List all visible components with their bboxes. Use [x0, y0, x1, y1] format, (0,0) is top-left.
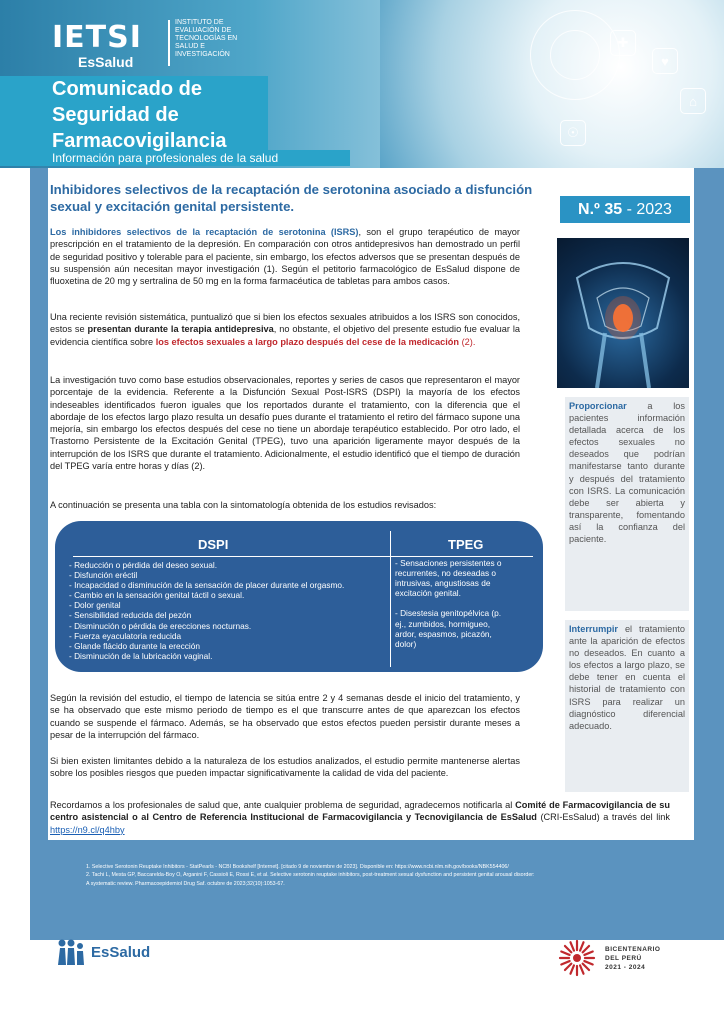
- p7-text-b: (CRI-EsSalud) a través del link: [536, 812, 670, 823]
- paragraph-7: [50, 799, 670, 836]
- footer-logo-text: EsSalud: [91, 943, 151, 961]
- reference-item: 1. Selective Serotonin Reuptake Inhibitors - StatPearls - NCBI Bookshelf [Internet]. [citado 9 de noviembre de 2023]. Disponible en: https://www.ncbi.nlm.nih.gov/books/NBK554406/: [86, 864, 509, 870]
- reference-item: A systematic review. Pharmacoepidemiol Drug Saf. octubre de 2023;32(10):1053-67.: [86, 880, 285, 887]
- bicentenario-line: 2021 - 2024: [605, 963, 646, 971]
- headline: Inhibidores selectivos de la recaptación de serotonina asociado a disfunción sexual y excitación genital persistente.: [50, 182, 533, 214]
- paragraph-3: La investigación tuvo como base estudios observacionales, reportes y series de casos que representaron el mayor porcentaje de la evidencia. Referente a la Disfunción Sexual Post-ISRS (DSPI) la mayoría de los efectos indeseables identificados fueron iguales que los reportados durante el tratamiento, con la diferencia que el abordaje de los efectos largo plazo resulta un desafío pues durante el tratamiento el retiro del fármaco supone una mejoría, sin embargo los efectos después del cese no tiene un abordaje terapéutico establecido. Por otro lado, el Trastorno Persistente de la Excitación Genital (TPEG), tuvo una aparición ligeramente mayor después de la interrupción de los ISRS que durante el tratamiento. Adicionalmente, el estudio identificó que el tiempo de duración del TPEG varía entre horas y días (2).: [50, 375, 520, 472]
- hospital-icon: ⌂: [680, 88, 706, 114]
- dspi-item: - Glande flácido durante la erección: [69, 640, 200, 651]
- tpeg-item: [395, 598, 502, 608]
- report-link[interactable]: https://n9.cl/q4hby: [50, 824, 125, 835]
- table-header-tpeg: TPEG: [448, 537, 484, 552]
- header-banner: [0, 0, 724, 168]
- stethoscope-icon: ☉: [560, 120, 586, 146]
- p2-red: los efectos sexuales a largo plazo después del cese de la medicación: [155, 336, 460, 347]
- header-decoration: [380, 0, 724, 168]
- issue-badge: [560, 196, 690, 223]
- tpeg-item: recurrentes, no deseadas o: [395, 568, 497, 579]
- dspi-item: - Fuerza eyaculatoria reducida: [69, 630, 182, 641]
- pelvis-illustration: [557, 238, 689, 388]
- p2-ref: (2).: [459, 336, 476, 347]
- p7-bold: Comité de Farmacovigilancia de su centro asistencial o al Centro de Referencia Institucional de Farmacovigilancia y Tecnovigilancia de EsSalud: [50, 800, 670, 823]
- bicentenario-line: DEL PERÚ: [605, 954, 642, 962]
- tpeg-item: dolor): [395, 638, 417, 649]
- issue-separator: -: [622, 200, 637, 218]
- references: [86, 863, 686, 888]
- reference-item: 2. Tachi L, Mesta GP, Baccarelda-Boy O, Arganini F, Cassioli E, Rossi E, et al. Selective serotonin reuptake inhibitors, post-treatment sexual dysfunction and persistent genital arousal disorder:: [86, 872, 535, 879]
- paragraph-5: Según la revisión del estudio, el tiempo de latencia se sitúa entre 2 y 4 semanas desde el inicio del tratamiento, y se ha observado que este mismo periodo de tiempo es el que transcurre antes de que aparezcan los efectos cuando se suspende el fármaco. Además, se ha observado que estos efectos pueden persistir durante meses a pesar de la interrupción del fármaco.: [50, 693, 520, 740]
- essalud-footer-logo: [56, 938, 150, 966]
- institute-name: INSTITUTO DE EVALUACIÓN DE TECNOLOGÍAS EN SALUD E INVESTIGACIÓN: [175, 19, 238, 58]
- tpeg-item: intrusivas, angustiosas de: [395, 578, 491, 589]
- tpeg-list: [395, 558, 502, 649]
- p1-text: , son el grupo terapéutico de mayor prescripción en el tratamiento de la depresión. En comparación con otros antidepresivos han demostrado un perfil de seguridad positivo y tolerable para el paciente, sin embargo, los efectos adversos que se presentan después de su suspensión aún necesitan mayor investigación (1). Según el petitorio farmacológico de EsSalud dispone de fluoxetina de 20 mg y sertralina de 50 mg en la forma farmacéutica de tabletas para ambos casos.: [50, 227, 520, 287]
- p2-bold: presentan durante la terapia antidepresiva: [87, 324, 274, 335]
- tpeg-item: excitación genital.: [395, 588, 461, 599]
- table-header-divider: [73, 556, 533, 557]
- logo-divider: [168, 20, 170, 66]
- dspi-item: - Disfunción eréctil: [69, 570, 138, 581]
- recommendation-box-1: [565, 397, 689, 611]
- box1-keyword: Proporcionar: [569, 401, 627, 411]
- box2-keyword: Interrumpir: [569, 624, 619, 634]
- symptom-table: [55, 521, 543, 672]
- page-title: Comunicado de Seguridad de Farmacovigilancia: [52, 78, 227, 152]
- paragraph-6: Si bien existen limitantes debido a la naturaleza de los estudios analizados, el estudio permite mantenerse alertas sobre los posibles riesgos que pueden impactar significativamente la calidad de vida del paciente.: [50, 756, 520, 779]
- essalud-logo-text: EsSalud: [78, 54, 134, 70]
- heart-icon: ♥: [652, 48, 678, 74]
- dspi-item: - Disminución de la lubricación vaginal.: [69, 650, 213, 661]
- dspi-item: - Incapacidad o disminución de la sensación de placer durante el orgasmo.: [69, 580, 345, 591]
- isrs-lead: Los inhibidores selectivos de la recaptación de serotonina (ISRS): [50, 227, 359, 237]
- recommendation-box-2: [565, 620, 689, 792]
- paragraph-4: A continuación se presenta una tabla con la sintomatología obtenida de los estudios revisados:: [50, 500, 437, 510]
- dspi-item: - Disminución o pérdida de erecciones nocturnas.: [69, 620, 252, 631]
- bicentenario-emblem-icon: [557, 938, 597, 978]
- dspi-item: - Sensibilidad reducida del pezón: [69, 610, 192, 621]
- p2-text-a: Una reciente revisión sistemática, puntualizó que si bien los efectos sexuales atribuidos a los ISRS son conocidos, estos se: [50, 312, 520, 335]
- box2-text: el tratamiento ante la aparición de efectos no deseados. En cuanto a los efectos a largo plazo, se debe tener en cuenta el historial de tratamiento con ISRS para realizar un diagnóstico diferencial adecuado.: [569, 624, 685, 731]
- box1-text: a los pacientes información detallada acerca de los efectos sexuales no deseados que podrían manifestarse tanto durante y después del tratamiento con ISRS. La comunicación debe ser abierta y transparente, fomentando así la confianza del paciente.: [569, 401, 685, 545]
- table-column-divider: [390, 531, 391, 667]
- paragraph-1: [50, 226, 520, 287]
- family-icon: [56, 938, 86, 966]
- bicentenario-line: BICENTENARIO: [605, 945, 661, 953]
- frame-bottom: [30, 840, 724, 940]
- tpeg-item: - Sensaciones persistentes o: [395, 558, 502, 568]
- page-subtitle: Información para profesionales de la salud: [52, 151, 279, 165]
- tpeg-item: ej., zumbidos, hormigueo,: [395, 618, 491, 629]
- tpeg-item: ardor, espasmos, picazón,: [395, 628, 492, 639]
- paragraph-2: [50, 311, 520, 348]
- bicentenario-text: [605, 945, 660, 972]
- pill-icon: ✚: [610, 30, 636, 56]
- tpeg-item: - Disestesia genitopélvica (p.: [395, 608, 502, 619]
- dspi-item: - Dolor genital: [69, 600, 121, 611]
- p7-text-a: Recordamos a los profesionales de salud que, ante cualquier problema de seguridad, agradecemos notificarla al: [50, 800, 516, 810]
- issue-number: N.º 35: [578, 200, 623, 218]
- frame-right: [694, 168, 724, 940]
- dspi-item: - Cambio en la sensación genital táctil o sexual.: [69, 590, 245, 601]
- bicentenario-logo: [557, 938, 660, 978]
- dspi-item: - Reducción o pérdida del deseo sexual.: [69, 560, 218, 570]
- table-header-dspi: DSPI: [198, 537, 229, 552]
- issue-year: 2023: [636, 200, 672, 218]
- ietsi-logo: IETSI: [52, 20, 142, 55]
- frame-left: [30, 168, 48, 940]
- p2-text-b: , no obstante, el objetivo del presente estudio fue evaluar la evidencia científica sobre: [50, 324, 520, 347]
- dspi-list: [69, 560, 344, 661]
